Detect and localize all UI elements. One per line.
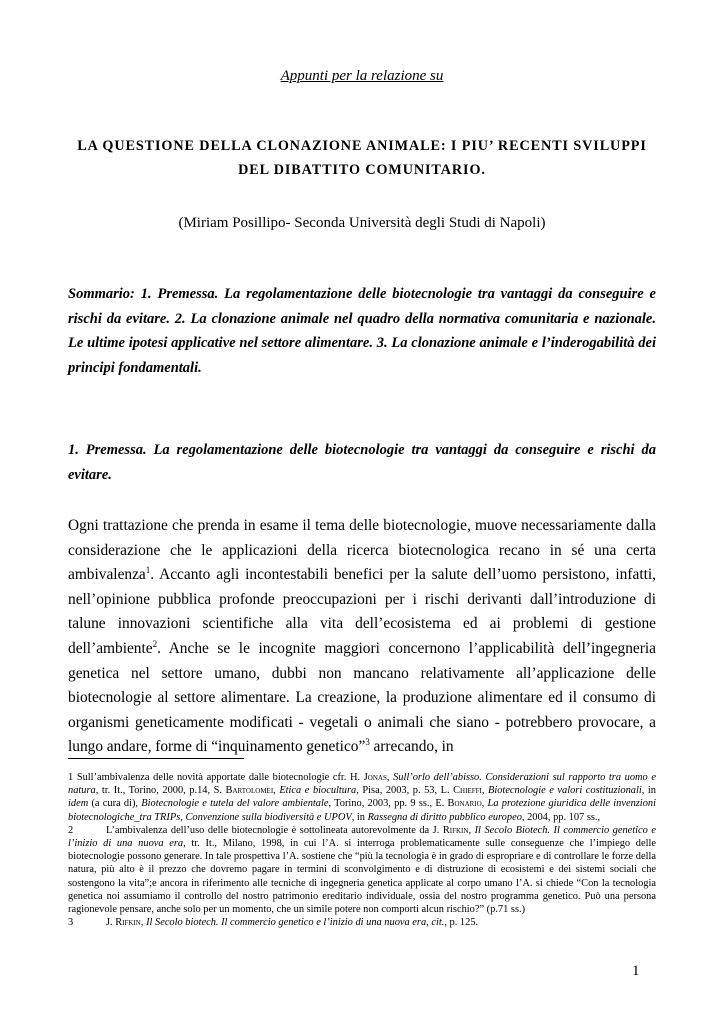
footnote-ref-2[interactable]: 2 — [152, 638, 158, 649]
footnote-1: 1 Sull’ambivalenza delle novità apportate dalle biotecnologie cfr. H. Jonas, Sull’orlo dell’abisso. Considerazioni sul rapporto tra uomo e natura, tr. It., Torino, 2000, p.14, S. Bartolomei, Etica e biocultura, Pisa, 2003, p. 53, L. Chieffi, Biotecnologie e valori costituzionali, in idem (a cura di), Biotecnologie e tutela del valore ambientale, Torino, 2003, pp. 9 ss., E. Bonario, La protezione giuridica delle invenzioni biotecnologiche_tra TRIPs, Convenzione sulla biodiversità e UPOV, in Rassegna di diritto pubblico europeo, 2004, pp. 107 ss., — [68, 772, 657, 823]
footnote-2: 2 L’ambivalenza dell’uso delle biotecnologie è sottolineata autorevolmente da J. Rifkin, Il Secolo Biotech. Il commercio genetico e l’inizio di una nuova era, tr. It., Milano, 1998, in cui l’A. si interroga problematicamente sulle conseguenze che l’impiego delle biotecnologie possono generare. In tale prospettiva l’A. sostiene che “più la tecnologia è in grado di espropriare e di controllare le forze della natura, più alto è il prezzo che dovremo pagare in termini di sconvolgimento e di distruzione di ecosistemi e dei sistemi sociali che sostengono la vita”;e ancora in riferimento alle tecniche di ingegneria genetica applicate al corpo umano l’A. si chiede “Con la tecnologia genetica noi assumiamo il controllo del nostro patrimonio ereditario individuale, ossia del nostro programma genetico. Può una persona ragionevole pensare, anche solo per un momento, che un simile potere non comporti alcun rischio?” (p.71 ss.) — [68, 824, 656, 916]
author-line: (Miriam Posillipo- Seconda Università degli Studi di Napoli) — [178, 215, 546, 231]
section-title: 1. Premessa. La regolamentazione delle biotecnologie tra vantaggi da conseguire e rischi da evitare. — [68, 442, 656, 483]
footnote-ref-3[interactable]: 3 — [365, 737, 370, 748]
footnote-3: 3 J. Rifkin, Il Secolo biotech. Il commercio genetico e l’inizio di una nuova era, cit., p. 125. — [68, 917, 479, 929]
body-text-4: arrecando, in — [369, 738, 454, 756]
summary: Sommario: 1. Premessa. La regolamentazione delle biotecnologie tra vantaggi da conseguire e rischi da evitare. 2. La clonazione animale nel quadro della normativa comunitaria e nazionale. Le ultime ipotesi applicative nel settore alimentare. 3. La clonazione animale e l’inderogabilità dei principi fondamentali. — [68, 286, 656, 376]
body-text-2: . Accanto agli incontestabili benefici per la salute dell’uomo persistono, infatti, nell’opinione pubblica profonde preoccupazioni per i rischi derivanti dall’introduzione di talune innovazioni scientifiche alla vita dell’ecosistema ed ai problemi di gestione dell’ambiente — [68, 566, 656, 657]
footnotes — [68, 771, 656, 929]
footnote-ref-1[interactable]: 1 — [145, 565, 151, 576]
page-number: 1 — [632, 963, 640, 979]
main-title — [68, 134, 656, 182]
body-text-1: Ogni trattazione che prenda in esame il tema delle biotecnologie, muove necessariamente dalla considerazione che le applicazioni della ricerca biotecnologica recano in sé una certa ambivalenza — [68, 517, 656, 584]
footnote-1-number: 1 — [68, 772, 74, 783]
body-paragraph — [68, 514, 656, 760]
body-text-3: . Anche se le incognite maggiori concernono l’applicabilità dell’ingegneria genetica nel settore umano, dubbi non mancano relativamente all’applicazione delle biotecnologie al settore alimentare. La creazione, la produzione alimentare ed il consumo di organismi geneticamente modificati - vegetali o animali che siano - potrebbero provocare, a lungo andare, forme di “inquinamento genetico” — [68, 639, 656, 756]
title-line-2: DEL DIBATTITO COMUNITARIO. — [238, 162, 486, 178]
footnote-separator — [68, 758, 244, 759]
footnote-3-number: 3 — [68, 917, 74, 929]
pre-title: Appunti per la relazione su — [280, 68, 444, 84]
footnote-2-number: 2 — [68, 824, 74, 836]
title-line-1: LA QUESTIONE DELLA CLONAZIONE ANIMALE: I PIU’ RECENTI SVILUPPI — [77, 138, 647, 154]
